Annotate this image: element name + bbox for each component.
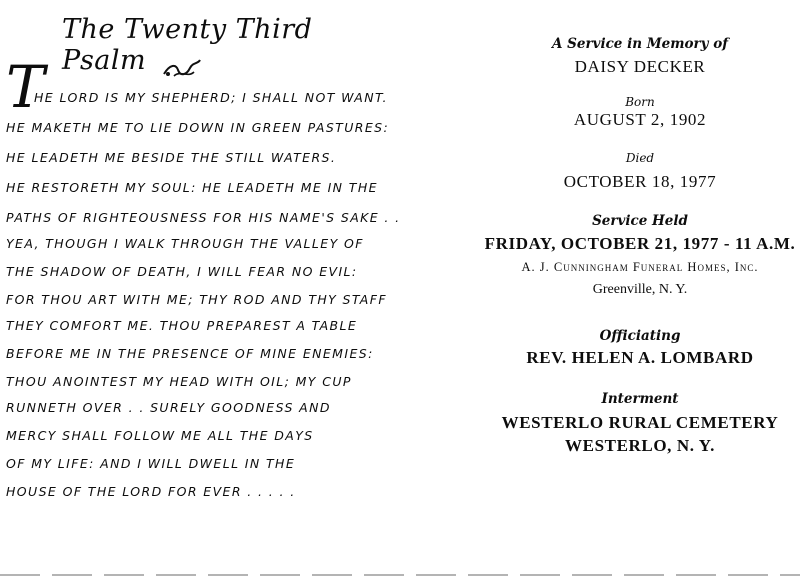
psalm-line: BEFORE ME IN THE PRESENCE OF MINE ENEMIES: <box>6 346 374 361</box>
psalm-title: The Twenty Third Psalm <box>62 14 313 76</box>
psalm-line: HE RESTORETH MY SOUL: HE LEADETH ME IN THE <box>6 180 378 195</box>
cemetery-name: WESTERLO RURAL CEMETERY <box>501 413 779 432</box>
psalm-line: THOU ANOINTEST MY HEAD WITH OIL; MY CUP <box>6 374 352 389</box>
funeral-town: Greenville, N. Y. <box>592 282 688 297</box>
service-heading: A Service in Memory of <box>551 36 729 52</box>
psalm-line: THEY COMFORT ME. THOU PREPAREST A TABLE <box>6 318 358 333</box>
page-edge-divider <box>0 574 800 576</box>
officiant-name: REV. HELEN A. LOMBARD <box>526 348 754 367</box>
psalm-line: RUNNETH OVER . . SURELY GOODNESS AND <box>6 400 331 415</box>
cemetery-town: WESTERLO, N. Y. <box>565 436 715 455</box>
funeral-home: A. J. Cunningham Funeral Homes, Inc. <box>521 260 759 274</box>
interment-label: Interment <box>601 391 679 407</box>
psalm-line: FOR THOU ART WITH ME; THY ROD AND THY STAFF <box>6 292 387 307</box>
service-held-label: Service Held <box>592 213 688 229</box>
born-date: AUGUST 2, 1902 <box>573 110 707 129</box>
officiating-label: Officiating <box>599 328 681 344</box>
deceased-name: DAISY DECKER <box>574 57 706 76</box>
flourish-ornament-icon <box>160 58 204 80</box>
psalm-line: HE LORD IS MY SHEPHERD; I SHALL NOT WANT. <box>34 90 388 105</box>
psalm-line: THE SHADOW OF DEATH, I WILL FEAR NO EVIL: <box>6 264 358 279</box>
psalm-line: HE LEADETH ME BESIDE THE STILL WATERS. <box>6 150 337 165</box>
psalm-line: HE MAKETH ME TO LIE DOWN IN GREEN PASTURES: <box>6 120 390 135</box>
psalm-drop-cap: T <box>6 53 45 121</box>
died-label: Died <box>625 151 655 165</box>
died-date: OCTOBER 18, 1977 <box>563 172 717 191</box>
psalm-line: MERCY SHALL FOLLOW ME ALL THE DAYS <box>6 428 314 443</box>
service-date: FRIDAY, OCTOBER 21, 1977 - 11 A.M. <box>484 234 796 253</box>
psalm-line: PATHS OF RIGHTEOUSNESS FOR HIS NAME'S SAKE . . <box>6 210 401 225</box>
psalm-line: OF MY LIFE: AND I WILL DWELL IN THE <box>6 456 296 471</box>
born-label: Born <box>625 95 655 109</box>
psalm-line: YEA, THOUGH I WALK THROUGH THE VALLEY OF <box>6 236 364 251</box>
psalm-line: HOUSE OF THE LORD FOR EVER . . . . . <box>6 484 296 499</box>
